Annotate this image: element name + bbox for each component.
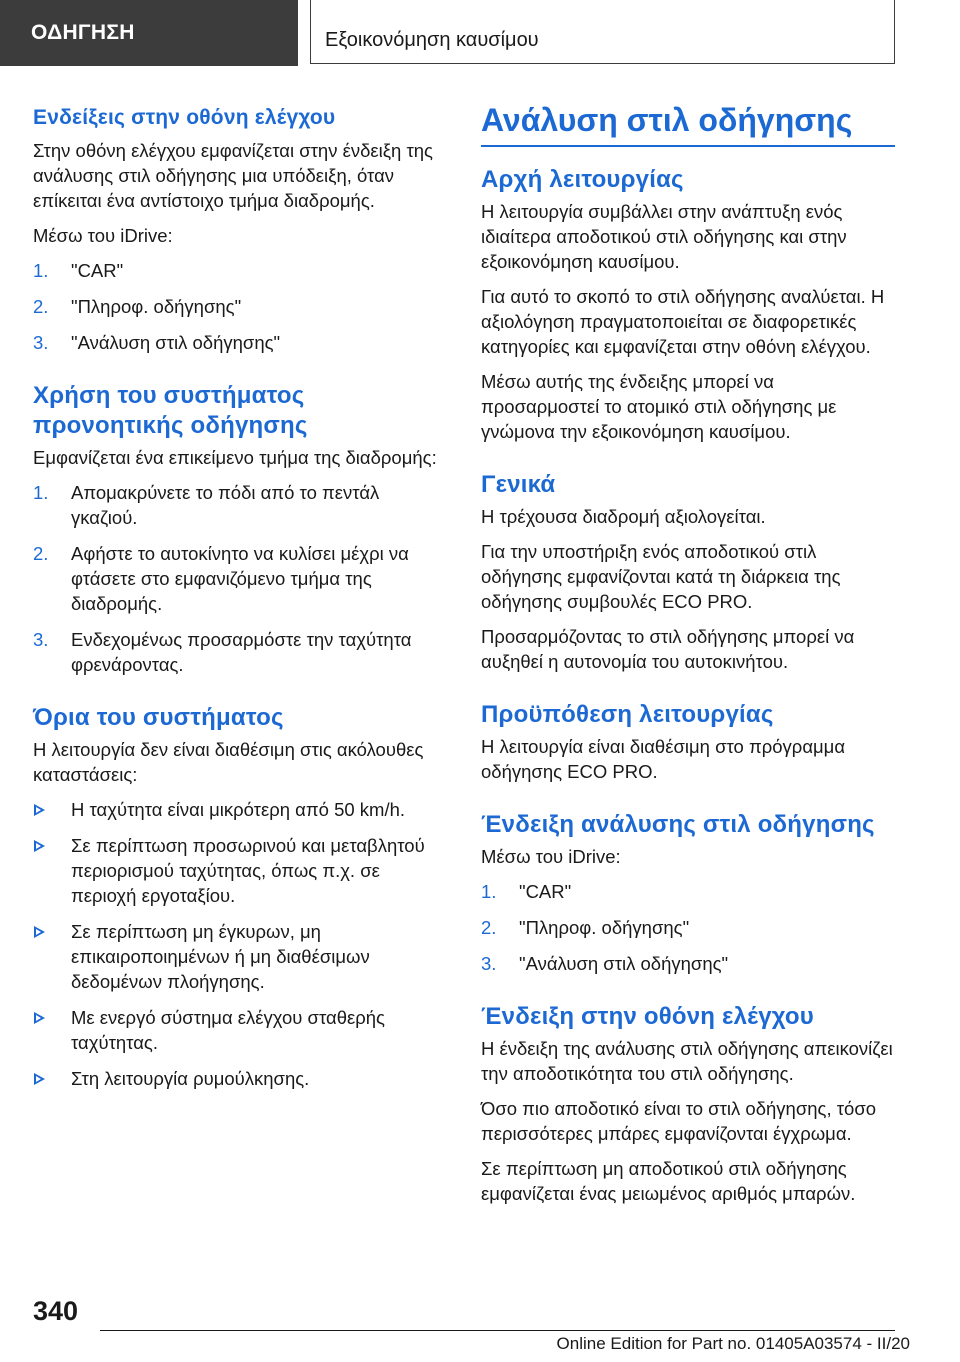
step-number: 1. <box>481 881 497 902</box>
paragraph: Μέσω του iDrive: <box>481 846 621 867</box>
paragraph: Εμφανίζεται ένα επικείμενο τμήμα της διαδρομής: <box>33 447 437 468</box>
step-text: "Πληροφ. οδήγησης" <box>71 296 242 317</box>
page-number: 340 <box>33 1296 79 1326</box>
paragraph: Η λειτουργία είναι διαθέσιμη στο πρόγραμμα οδήγησης ECO PRO. <box>481 736 846 782</box>
paragraph: Για αυτό το σκοπό το στιλ οδήγησης αναλύεται. Η αξιολόγηση πραγματοποιείται σε διαφορετικές κατηγορίες και εμφανίζεται στην οθόνη ελέγχου. <box>481 286 885 357</box>
paragraph: Η λειτουργία δεν είναι διαθέσιμη στις ακόλουθες καταστάσεις: <box>33 739 424 785</box>
paragraph: Για την υποστήριξη ενός αποδοτικού στιλ οδήγησης εμφανίζονται κατά τη διάρκεια της οδήγησης συμβουλές ECO PRO. <box>481 541 841 612</box>
paragraph: Η ένδειξη της ανάλυσης στιλ οδήγησης απεικονίζει την αποδοτικότητα του στιλ οδήγησης. <box>481 1038 893 1084</box>
paragraph: Μέσω του iDrive: <box>33 225 173 246</box>
step-number: 1. <box>33 482 49 503</box>
section-heading-requirement: Προϋπόθεση λειτουργίας <box>481 701 774 728</box>
section-heading-system-limits: Όρια του συστήματος <box>33 704 284 731</box>
left-column <box>33 100 450 1102</box>
step-text: "Πληροφ. οδήγησης" <box>519 917 690 938</box>
step-text: "CAR" <box>519 881 572 902</box>
steps-list <box>33 258 450 355</box>
step-number: 2. <box>33 543 49 564</box>
list-item <box>33 1066 450 1091</box>
triangle-bullet-icon <box>34 804 45 816</box>
section-heading-analysis-display: Ένδειξη ανάλυσης στιλ οδήγησης <box>481 811 875 838</box>
list-item <box>481 915 895 940</box>
step-text: Απομακρύνετε το πόδι από το πεντάλ γκαζιού. <box>71 482 380 528</box>
triangle-bullet-icon <box>34 1073 45 1085</box>
chapter-tab <box>310 0 895 64</box>
chapter-title: Εξοικονόμηση καυσίμου <box>325 29 539 51</box>
step-number: 3. <box>481 953 497 974</box>
item-text: Η ταχύτητα είναι μικρότερη από 50 km/h. <box>71 799 406 820</box>
paragraph: Στην οθόνη ελέγχου εμφανίζεται στην ένδειξη της ανάλυσης στιλ οδήγησης μια υπόδειξη, όταν επίκειται ένα αντίστοιχο τμήμα διαδρομής. <box>33 140 433 211</box>
main-title: Ανάλυση στιλ οδήγησης <box>481 100 895 147</box>
item-text: Σε περίπτωση προσωρινού και μεταβλητού περιορισμού ταχύτητας, όπως π.χ. σε περιοχή εργοταξίου. <box>71 835 425 906</box>
list-item <box>33 1005 450 1055</box>
paragraph: Προσαρμόζοντας το στιλ οδήγησης μπορεί να αυξηθεί η αυτονομία του αυτοκινήτου. <box>481 626 855 672</box>
edition-note: Online Edition for Part no. 01405A03574 - II/20 <box>556 1334 910 1353</box>
section-heading-general: Γενικά <box>481 471 556 498</box>
item-text: Με ενεργό σύστημα ελέγχου σταθερής ταχύτητας. <box>71 1007 385 1053</box>
list-item <box>33 627 450 677</box>
list-item <box>33 330 450 355</box>
step-number: 3. <box>33 629 49 650</box>
paragraph: Όσο πιο αποδοτικό είναι το στιλ οδήγησης, τόσο περισσότερες μπάρες εμφανίζονται έγχρωμα. <box>481 1098 877 1144</box>
triangle-bullet-icon <box>34 840 45 852</box>
right-column <box>481 100 895 1216</box>
step-number: 1. <box>33 260 49 281</box>
steps-list <box>481 879 895 976</box>
step-text: Ενδεχομένως προσαρμόστε την ταχύτητα φρενάροντας. <box>71 629 412 675</box>
list-item <box>33 797 450 822</box>
list-item <box>33 480 450 530</box>
paragraph: Μέσω αυτής της ένδειξης μπορεί να προσαρμοστεί το ατομικό στιλ οδήγησης με γνώμονα την εξοικονόμηση καυσίμου. <box>481 371 837 442</box>
triangle-bullet-icon <box>34 926 45 938</box>
section-heading-principle: Αρχή λειτουργίας <box>481 166 684 193</box>
step-text: "CAR" <box>71 260 124 281</box>
step-text: "Ανάλυση στιλ οδήγησης" <box>71 332 281 353</box>
triangle-bullet-icon <box>34 1012 45 1024</box>
paragraph: Η λειτουργία συμβάλλει στην ανάπτυξη ενός ιδιαίτερα αποδοτικού στιλ οδήγησης και στην εξοικονόμηση καυσίμου. <box>481 201 847 272</box>
step-number: 2. <box>33 296 49 317</box>
section-tab: ΟΔΗΓΗΣΗ <box>0 0 298 66</box>
bullet-list <box>33 797 450 1091</box>
steps-list <box>33 480 450 677</box>
list-item <box>481 879 895 904</box>
step-number: 2. <box>481 917 497 938</box>
list-item <box>481 951 895 976</box>
section-heading-control-display: Ένδειξη στην οθόνη ελέγχου <box>481 1003 814 1030</box>
section-heading-display-hints: Ενδείξεις στην οθόνη ελέγχου <box>33 106 336 129</box>
step-text: "Ανάλυση στιλ οδήγησης" <box>519 953 729 974</box>
step-number: 3. <box>33 332 49 353</box>
list-item <box>33 541 450 616</box>
paragraph: Η τρέχουσα διαδρομή αξιολογείται. <box>481 506 766 527</box>
item-text: Σε περίπτωση μη έγκυρων, μη επικαιροποιημένων ή μη διαθέσιμων δεδομένων πλοήγησης. <box>71 921 370 992</box>
list-item <box>33 258 450 283</box>
page-header <box>0 0 960 66</box>
step-text: Αφήστε το αυτοκίνητο να κυλίσει μέχρι να φτάσετε στο εμφανιζόμενο τμήμα της διαδρομής. <box>71 543 409 614</box>
item-text: Στη λειτουργία ρυμούλκησης. <box>71 1068 310 1089</box>
list-item <box>33 833 450 908</box>
section-heading-predictive-driving: Χρήση του συστήματος προνοητικής οδήγησης <box>33 382 308 439</box>
paragraph: Σε περίπτωση μη αποδοτικού στιλ οδήγησης εμφανίζεται ένας μειωμένος αριθμός μπαρών. <box>481 1158 856 1204</box>
list-item <box>33 919 450 994</box>
footer-divider <box>100 1330 895 1331</box>
list-item <box>33 294 450 319</box>
